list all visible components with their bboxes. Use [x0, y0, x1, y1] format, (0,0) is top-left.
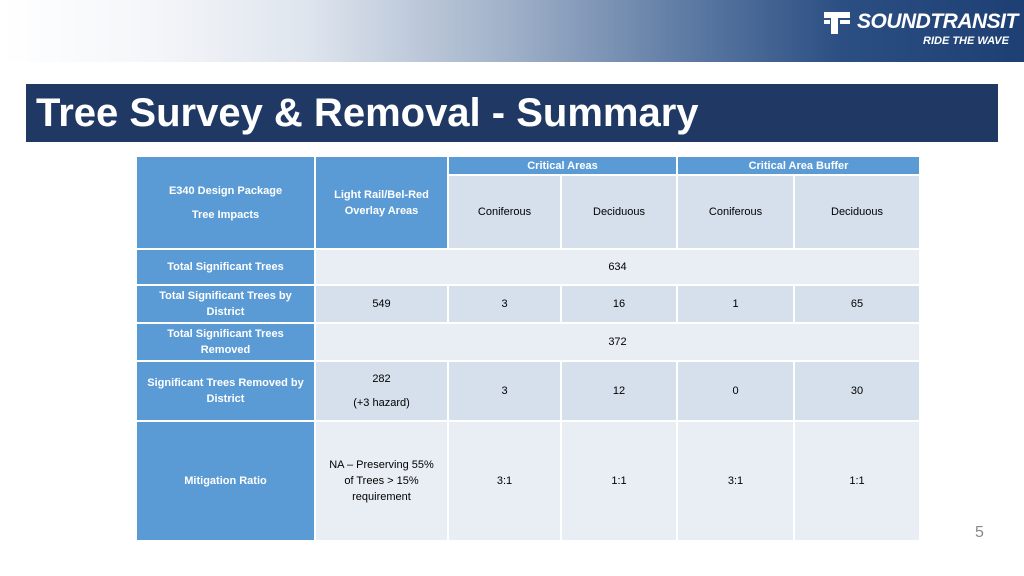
header-overlay-cell	[316, 157, 449, 250]
sound-transit-logo-mark-icon	[822, 10, 852, 36]
table-cell	[316, 422, 449, 542]
header-package-line1: E340 Design Package	[168, 184, 283, 197]
table-row	[137, 362, 921, 422]
cell-line: NA – Preserving 55%	[329, 459, 434, 471]
table-row	[137, 324, 921, 362]
table-row	[137, 286, 921, 324]
table-cell	[316, 362, 449, 422]
brand-tagline: RIDE THE WAVE	[923, 35, 1009, 47]
cell-line: of Trees > 15%	[344, 475, 419, 487]
row-label-line: Significant Trees Removed by	[147, 377, 304, 389]
row-label-line: District	[206, 393, 245, 405]
table-cell: 12	[562, 362, 678, 422]
table-row	[137, 422, 921, 542]
header-coniferous-critical: Coniferous	[449, 176, 562, 250]
table-row	[137, 250, 921, 286]
cell-line: 282	[372, 373, 391, 385]
row-label-total-significant: Total Significant Trees	[137, 250, 316, 286]
table-cell: 0	[678, 362, 795, 422]
header-critical-areas: Critical Areas	[449, 157, 678, 176]
row-value-total-significant: 634	[316, 250, 921, 286]
brand-name: SOUNDTRANSIT	[857, 10, 1018, 33]
header-coniferous-buffer: Coniferous	[678, 176, 795, 250]
header-package-cell	[137, 157, 316, 250]
table-cell: 3	[449, 362, 562, 422]
cell-line: (+3 hazard)	[353, 397, 410, 409]
row-label-removed	[137, 324, 316, 362]
table-header-row	[137, 157, 921, 176]
row-label-removed-by-district	[137, 362, 316, 422]
header-critical-area-buffer: Critical Area Buffer	[678, 157, 921, 176]
row-label-by-district	[137, 286, 316, 324]
sound-transit-logo	[822, 8, 1018, 52]
cell-line: requirement	[352, 491, 411, 503]
row-label-line: Total Significant Trees by	[159, 290, 292, 302]
table-cell: 549	[316, 286, 449, 324]
table-cell: 65	[795, 286, 921, 324]
row-label-line: Removed	[200, 344, 251, 356]
header-package-line2: Tree Impacts	[191, 208, 260, 221]
table-cell: 1:1	[562, 422, 678, 542]
table-cell: 1	[678, 286, 795, 324]
header-overlay-line2: Overlay Areas	[344, 204, 419, 217]
table-cell: 3:1	[449, 422, 562, 542]
table-cell: 3:1	[678, 422, 795, 542]
header-overlay-line1: Light Rail/Bel-Red	[334, 188, 429, 201]
table-cell: 1:1	[795, 422, 921, 542]
table-cell: 16	[562, 286, 678, 324]
tree-summary-table	[137, 157, 921, 542]
slide-title: Tree Survey & Removal - Summary	[36, 91, 699, 135]
row-label-mitigation: Mitigation Ratio	[137, 422, 316, 542]
table-cell: 3	[449, 286, 562, 324]
row-value-removed: 372	[316, 324, 921, 362]
table-cell: 30	[795, 362, 921, 422]
header-deciduous-critical: Deciduous	[562, 176, 678, 250]
row-label-line: District	[206, 306, 245, 318]
page-number: 5	[975, 524, 984, 541]
row-label-line: Total Significant Trees	[167, 328, 284, 340]
header-deciduous-buffer: Deciduous	[795, 176, 921, 250]
title-bar	[26, 84, 998, 142]
